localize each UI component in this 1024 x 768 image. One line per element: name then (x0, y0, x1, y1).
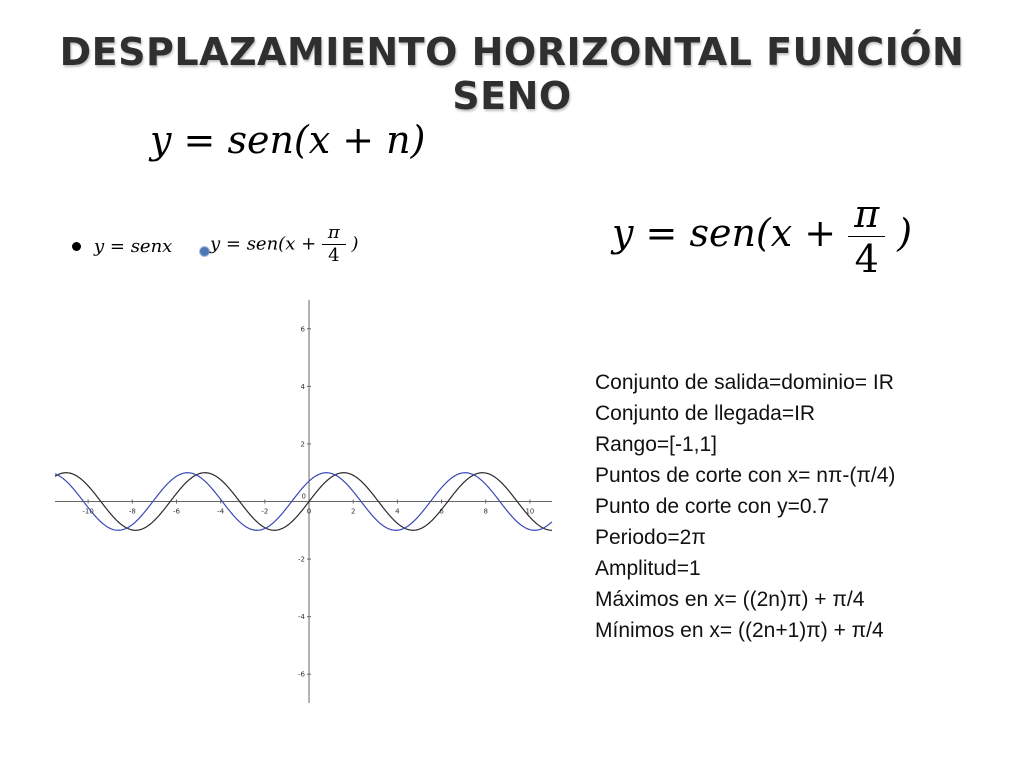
y-tick-label: 2 (300, 440, 306, 449)
x-tick-label: 0 (306, 507, 312, 516)
info-line: Mínimos en x= ((2n+1)π) + π/4 (595, 619, 884, 642)
x-tick-label: -8 (128, 507, 136, 516)
x-tick-label: 10 (525, 507, 535, 516)
info-line: Puntos de corte con x= nπ-(π/4) (595, 464, 896, 487)
y-tick-label: -4 (298, 613, 306, 622)
x-tick-label: -4 (217, 507, 225, 516)
legend-item-shifted-prefix: y = sen(x + (210, 233, 317, 255)
x-tick-label: -6 (172, 507, 180, 516)
x-tick-label: -10 (82, 507, 94, 516)
legend-item-shifted-numerator: π (322, 222, 346, 245)
x-tick-label: 8 (483, 507, 488, 516)
x-tick-label: 6 (439, 507, 444, 516)
y-tick-label: 6 (300, 325, 306, 334)
info-line: Máximos en x= ((2n)π) + π/4 (595, 588, 865, 611)
legend-item-shifted-suffix: ) (351, 233, 359, 255)
y-tick-label: 4 (300, 382, 306, 391)
x-tick-label: -2 (261, 507, 269, 516)
info-line: Amplitud=1 (595, 557, 701, 580)
info-line: Punto de corte con y=0.7 (595, 495, 830, 518)
specific-formula-numerator: π (848, 192, 885, 237)
specific-formula-denominator: 4 (854, 237, 879, 281)
x-tick-label: 4 (395, 507, 400, 516)
info-line: Conjunto de salida=dominio= IR (595, 371, 894, 394)
info-line: Periodo=2π (595, 526, 706, 549)
legend-item-shifted-denominator: 4 (328, 245, 340, 266)
y-tick-label: -6 (298, 670, 306, 679)
general-formula: y = sen(x + n) (150, 118, 426, 162)
page-title: DESPLAZAMIENTO HORIZONTAL FUNCIÓN SENO (59, 30, 965, 118)
specific-formula-prefix: y = sen(x + (612, 211, 837, 255)
y-tick-label: -2 (298, 555, 306, 564)
info-line: Rango=[-1,1] (595, 433, 718, 456)
specific-formula-suffix: ) (897, 211, 913, 255)
properties-list (595, 367, 895, 646)
legend-item-senx: y = senx (94, 236, 173, 257)
origin-label: 0 (301, 492, 307, 501)
x-tick-label: 2 (350, 507, 356, 516)
info-line: Conjunto de llegada=IR (595, 402, 816, 425)
